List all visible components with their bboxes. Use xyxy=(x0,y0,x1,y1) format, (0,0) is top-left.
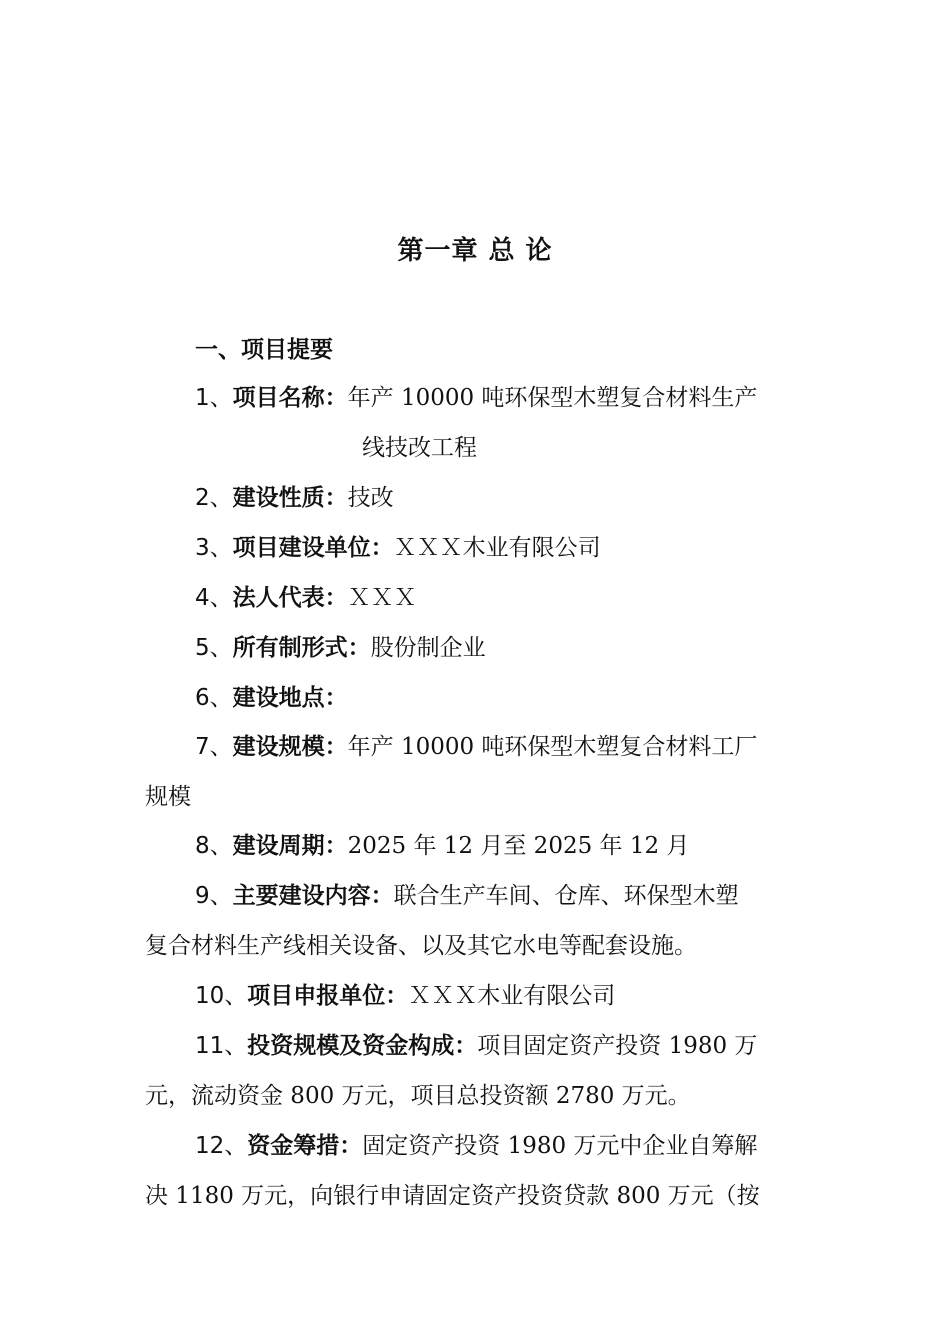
item-number: 4、 xyxy=(195,585,233,611)
item-financing-cont xyxy=(145,1180,760,1212)
item-scale-cont xyxy=(145,781,191,813)
item-main-content xyxy=(195,880,739,912)
item-label: 法人代表： xyxy=(232,585,348,611)
item-label: 建设规模： xyxy=(232,734,348,760)
item-value: 年产 10000 吨环保型木塑复合材料工厂 xyxy=(347,734,758,760)
item-value: 固定资产投资 1980 万元中企业自筹解 xyxy=(362,1133,758,1159)
item-number: 9、 xyxy=(195,883,233,909)
item-number: 8、 xyxy=(195,833,233,859)
item-label: 项目建设单位： xyxy=(232,535,394,561)
item-legal-representative xyxy=(195,582,417,614)
item-value: 2025 年 12 月至 2025 年 12 月 xyxy=(347,833,690,859)
item-location xyxy=(195,682,348,714)
item-value: 技改 xyxy=(347,485,394,511)
item-number: 2、 xyxy=(195,485,233,511)
item-number: 12、 xyxy=(195,1133,248,1159)
item-label: 项目申报单位： xyxy=(247,983,409,1009)
item-financing xyxy=(195,1130,757,1162)
item-value-continued: 决 1180 万元，向银行申请固定资产投资贷款 800 万元（按 xyxy=(145,1183,760,1209)
item-value: 项目固定资产投资 1980 万 xyxy=(477,1033,758,1059)
item-label: 所有制形式： xyxy=(232,635,371,661)
item-value-continued: 元，流动资金 800 万元，项目总投资额 2780 万元。 xyxy=(145,1083,691,1109)
item-construction-nature xyxy=(195,482,394,514)
item-label: 建设性质： xyxy=(232,485,348,511)
item-value: ＸＸＸ木业有限公司 xyxy=(393,535,601,561)
item-value: 联合生产车间、仓库、环保型木塑 xyxy=(393,883,739,909)
item-number: 1、 xyxy=(195,385,233,411)
item-investment xyxy=(195,1030,757,1062)
item-label: 主要建设内容： xyxy=(232,883,394,909)
item-label: 建设地点： xyxy=(232,685,348,711)
item-label: 投资规模及资金构成： xyxy=(247,1033,478,1059)
item-value: 股份制企业 xyxy=(370,635,486,661)
item-project-name xyxy=(195,382,757,414)
section-heading-text: 一、项目提要 xyxy=(195,337,333,363)
item-investment-cont xyxy=(145,1080,691,1112)
item-scale xyxy=(195,731,757,763)
item-number: 5、 xyxy=(195,635,233,661)
item-value: ＸＸＸ xyxy=(347,585,417,611)
item-label: 项目名称： xyxy=(232,385,348,411)
item-number: 10、 xyxy=(195,983,248,1009)
item-ownership xyxy=(195,632,486,664)
item-number: 3、 xyxy=(195,535,233,561)
item-label: 建设周期： xyxy=(232,833,348,859)
item-number: 6、 xyxy=(195,685,233,711)
item-value-continued: 复合材料生产线相关设备、以及其它水电等配套设施。 xyxy=(145,933,697,959)
chapter-title: 第一章 总 论 xyxy=(397,236,553,266)
item-number: 11、 xyxy=(195,1033,248,1059)
item-declaring-unit xyxy=(195,980,615,1012)
item-project-name-cont xyxy=(362,432,477,464)
item-value: ＸＸＸ木业有限公司 xyxy=(408,983,616,1009)
item-number: 7、 xyxy=(195,734,233,760)
item-value-continued: 规模 xyxy=(145,784,191,810)
item-value-continued: 线技改工程 xyxy=(362,435,477,461)
item-main-content-cont xyxy=(145,930,697,962)
item-label: 资金筹措： xyxy=(247,1133,363,1159)
item-value: 年产 10000 吨环保型木塑复合材料生产 xyxy=(347,385,758,411)
item-construction-unit xyxy=(195,532,601,564)
section-heading xyxy=(195,334,333,366)
item-period xyxy=(195,830,689,862)
